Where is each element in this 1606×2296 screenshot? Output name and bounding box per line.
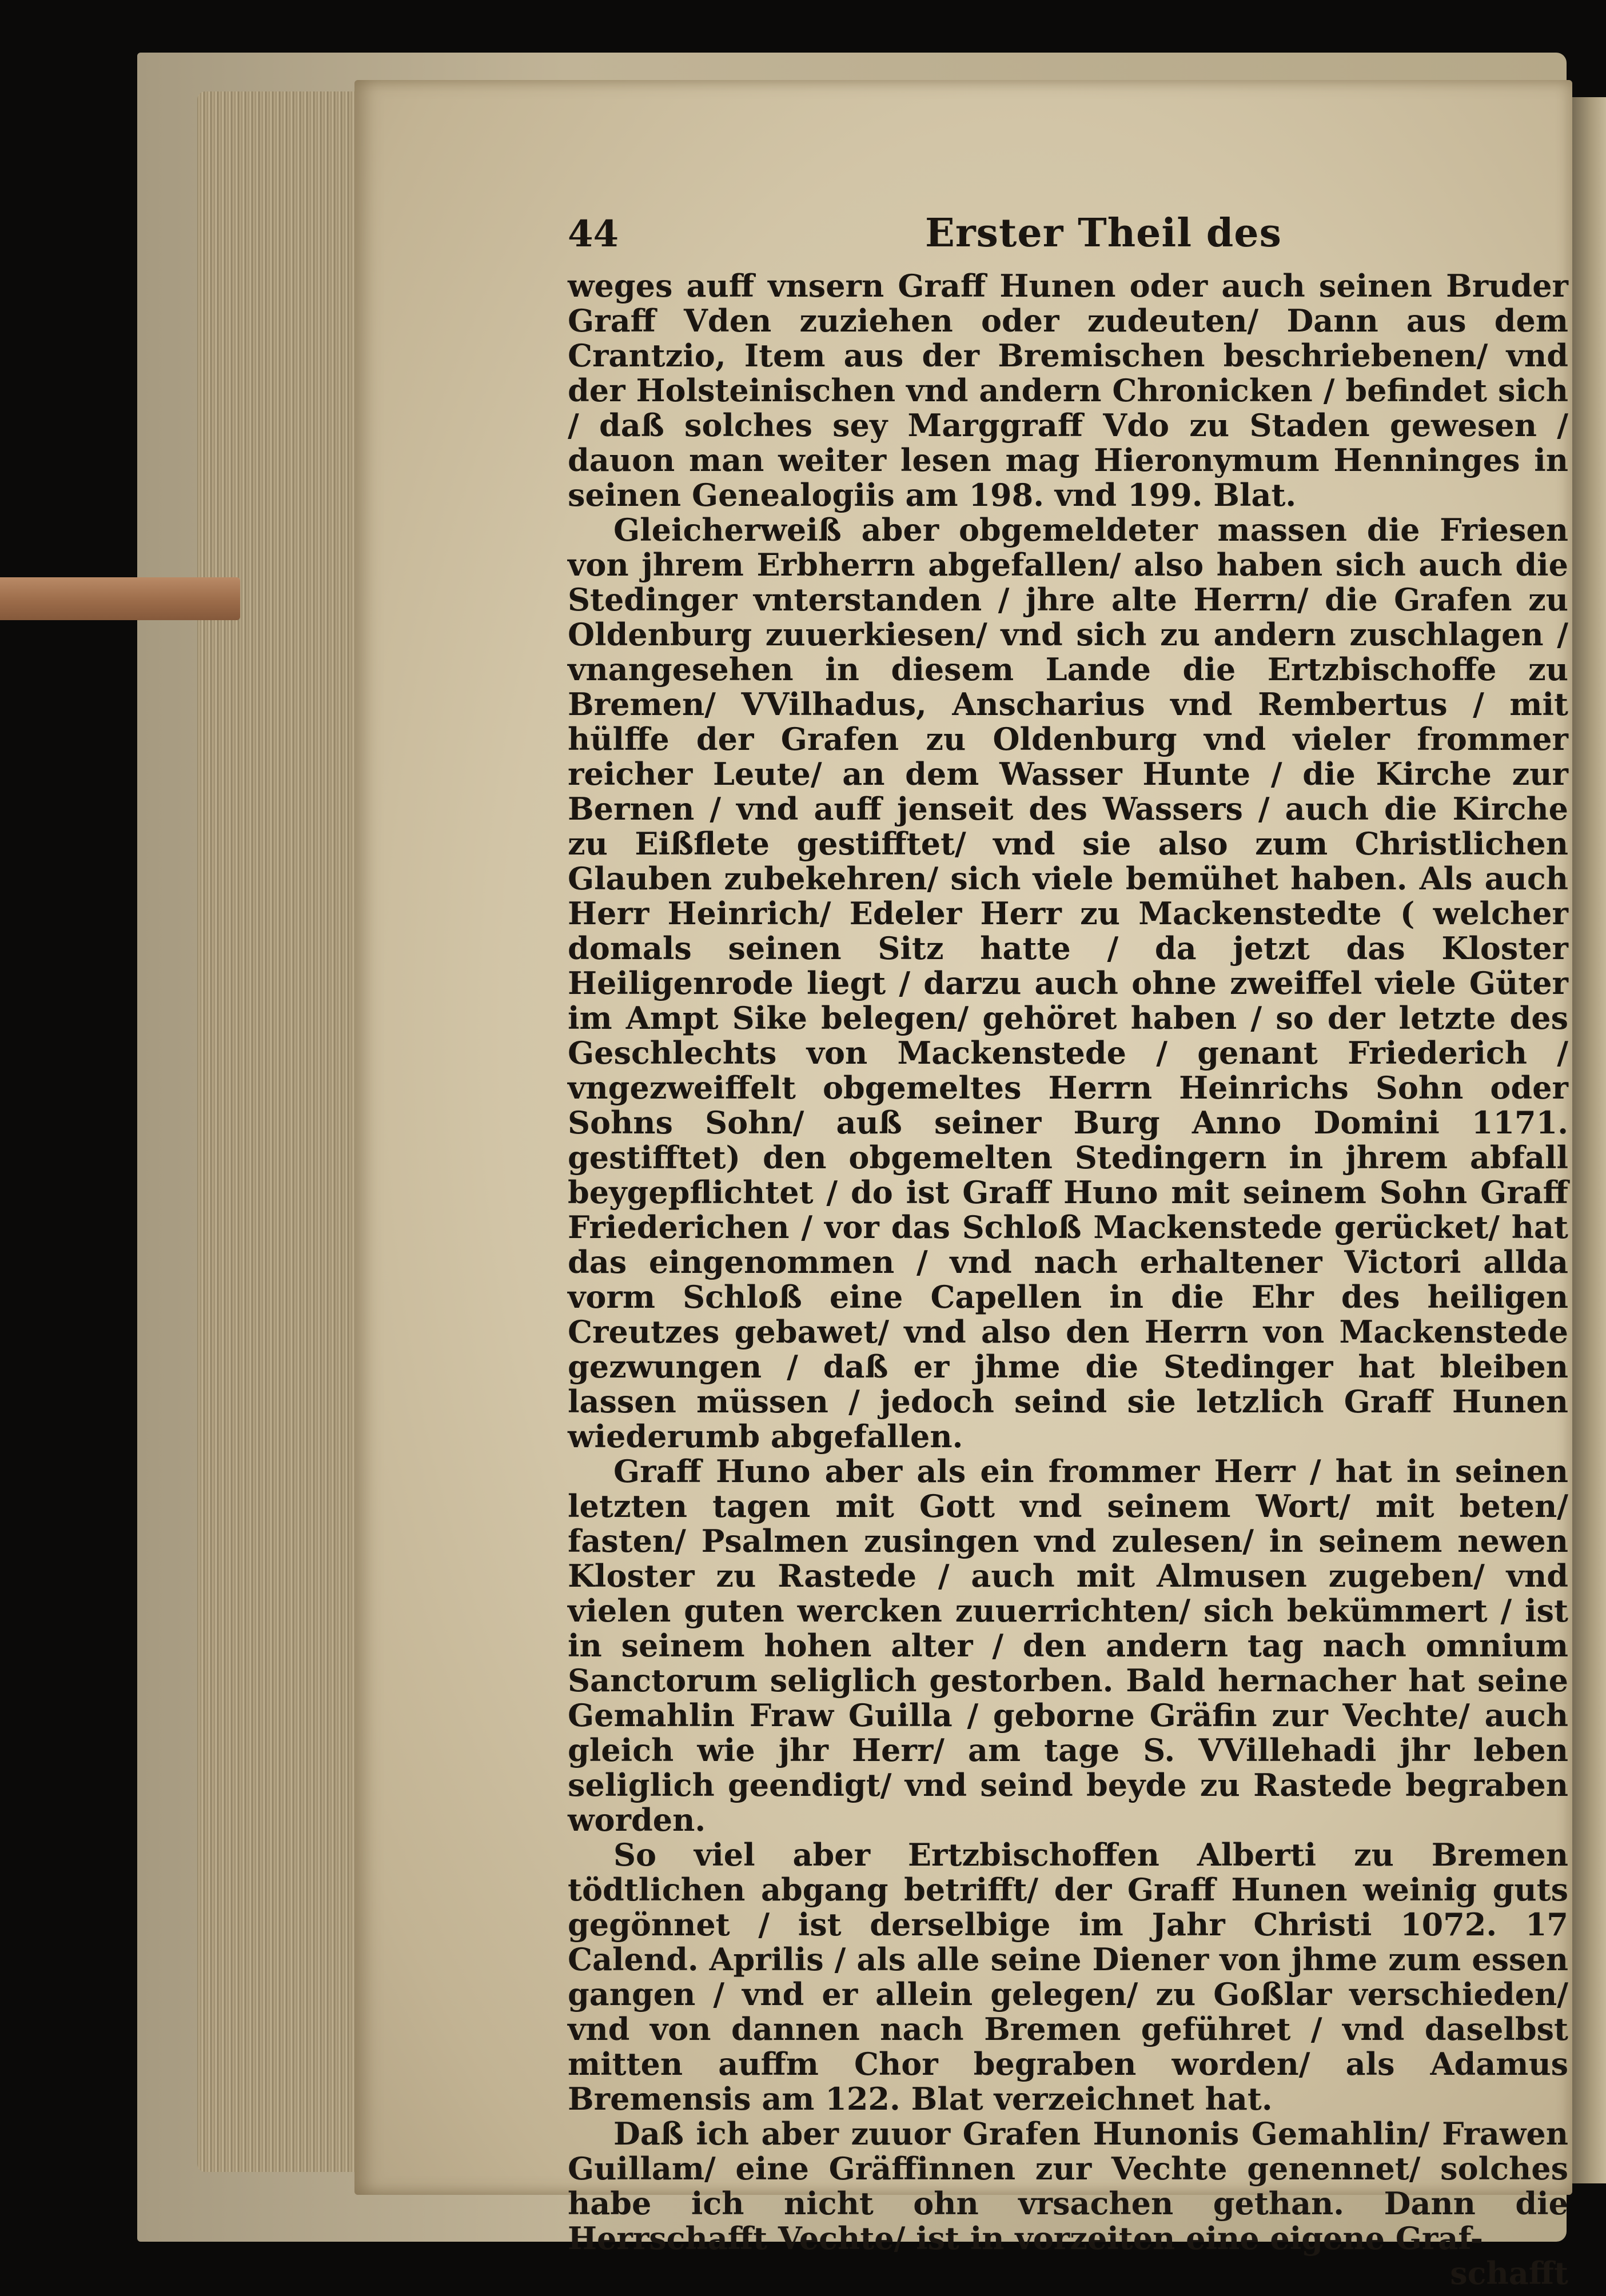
catchword: schafft	[1450, 2255, 1568, 2291]
page-header	[568, 206, 1568, 269]
paragraph: So viel aber Ertzbischoffen Alberti zu Bremen tödtlichen abgang betrifft/ der Graff Hunen weinig guts gegönnet / ist derselbige im Jahr Christi 1072. 17 Calend. Aprilis / als alle seine Diener von jhme zum essen gangen / vnd er allein gelegen/ zu Goßlar verschieden/ vnd von dannen nach Bremen geführet / vnd daselbst mitten auffm Chor begraben worden/ als Adamus Bremensis am 122. Blat verzeichnet hat.	[568, 1836, 1568, 2117]
running-title: Erster Theil des	[925, 210, 1282, 256]
paragraph: Graff Huno aber als ein frommer Herr / hat in seinen letzten tagen mit Gott vnd seinem Wort/ mit beten/ fasten/ Psalmen zusingen vnd zulesen/ in seinem newen Kloster zu Rastede / auch mit Almusen zugeben/ vnd vielen guten wercken zuuerrichten/ sich bekümmert / ist in seinem hohen alter / den andern tag nach omnium Sanctorum seliglich gestorben. Bald hernacher hat seine Gemahlin Fraw Guilla / geborne Gräfin zur Vechte/ auch gleich wie jhr Herr/ am tage S. VVillehadi jhr leben seliglich geendigt/ vnd seind beyde zu Rastede begraben worden.	[568, 1453, 1568, 1838]
paragraph: Gleicherweiß aber obgemeldeter massen die Friesen von jhrem Erbherrn abgefallen/ also haben sich auch die Stedinger vnterstanden / jhre alte Herrn/ die Grafen zu Oldenburg zuuerkiesen/ vnd sich zu andern zuschlagen / vnangesehen in diesem Lande die Ertzbischoffe zu Bremen/ VVilhadus, Anscharius vnd Rembertus / mit hülffe der Grafen zu Oldenburg vnd vieler frommer reicher Leute/ an dem Wasser Hunte / die Kirche zur Bernen / vnd auff jenseit des Wassers / auch die Kirche zu Eißflete gestifftet/ vnd sie also zum Christlichen Glauben zubekehren/ sich viele bemühet haben. Als auch Herr Heinrich/ Edeler Herr zu Mackenstedte ( welcher domals seinen Sitz hatte / da jetzt das Kloster Heiligenrode liegt / darzu auch ohne zweiffel viele Güter im Ampt Sike belegen/ gehöret haben / so der letzte des Geschlechts von Mackenstede / genant Friederich / vngezweiffelt obgemeltes Herrn Heinrichs Sohn oder Sohns Sohn/ auß seiner Burg Anno Domini 1171. gestifftet) den obgemelten Stedingern in jhrem abfall beygepflichtet / do ist Graff Huno mit seinem Sohn Graff Friederichen / vor das Schloß Mackenstede gerücket/ hat das eingenommen / vnd nach erhaltener Victori allda vorm Schloß eine Capellen in die Ehr des heiligen Creutzes gebawet/ vnd also den Herrn von Mackenstede gezwungen / daß er jhme die Stedinger hat bleiben lassen müssen / jedoch seind sie letzlich Graff Hunen wiederumb abgefallen.	[568, 512, 1568, 1455]
facing-page-edge	[1569, 97, 1606, 2183]
page-edges	[197, 91, 369, 2172]
paragraph: Daß ich aber zuuor Grafen Hunonis Gemahlin/ Frawen Guillam/ eine Gräffinnen zur Vechte genennet/ solches habe ich nicht ohn vrsachen gethan. Dann die Herrschafft Vechte/ ist in vorzeiten eine eigene Graf-	[568, 2115, 1568, 2257]
paragraph: weges auff vnsern Graff Hunen oder auch seinen Bruder Graff Vden zuziehen oder zudeuten/ Dann aus dem Crantzio, Item aus der Bremischen beschriebenen/ vnd der Holsteinischen vnd andern Chronicken / befindet sich / daß solches sey Marggraff Vdo zu Staden gewesen / dauon man weiter lesen mag Hieronymum Henninges in seinen Genealogiis am 198. vnd 199. Blat.	[568, 267, 1568, 513]
ribbon-bookmark	[0, 577, 240, 620]
page-text-block	[568, 206, 1568, 2291]
page-number: 44	[568, 213, 619, 255]
body-text	[568, 269, 1568, 2256]
